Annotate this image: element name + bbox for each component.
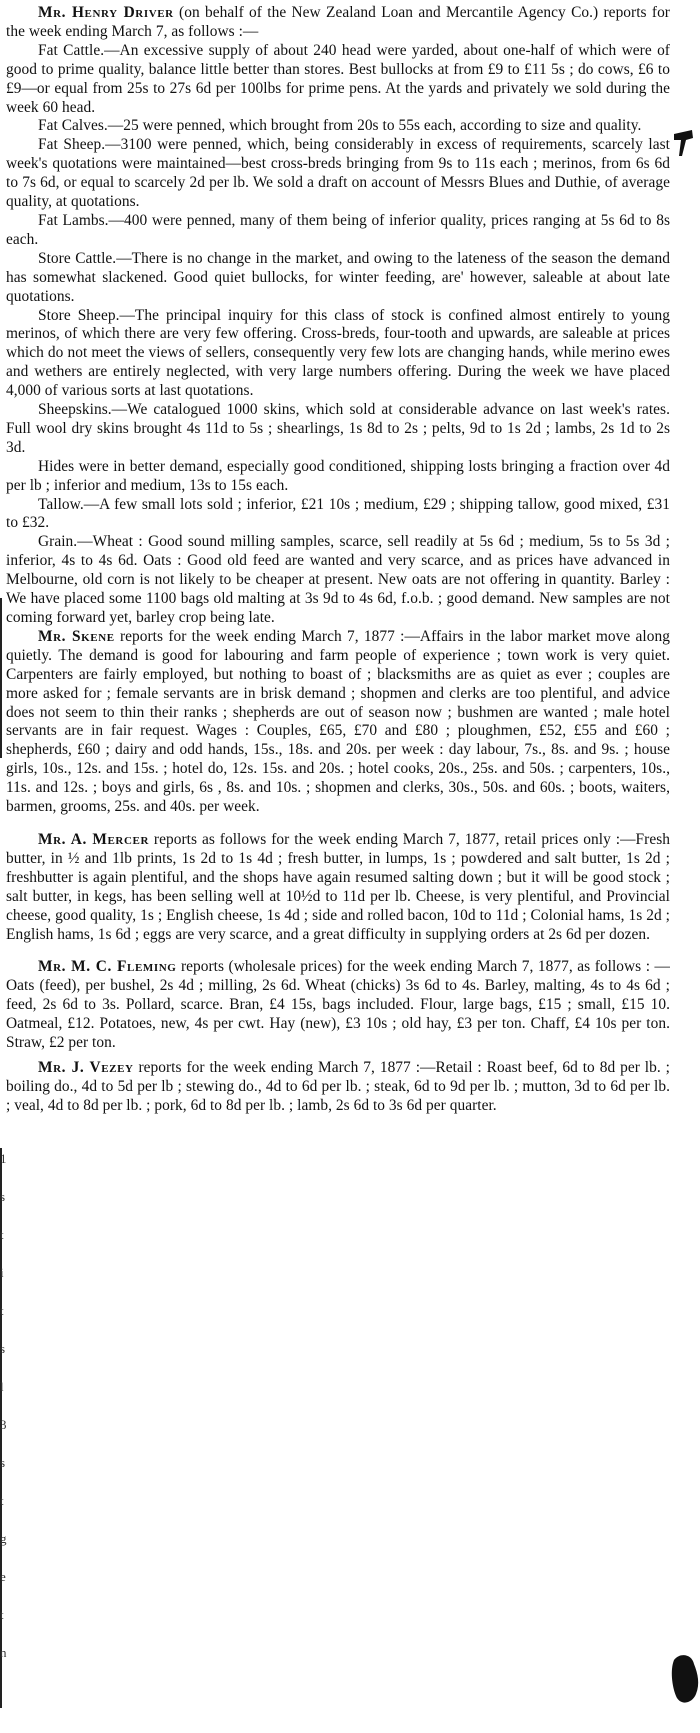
mercer-report-text: reports as follows for the week ending March 7, 1877, retail prices only :—Fresh butter, in ½ and 1lb prints, 1s 2d to 1s 4d ; fresh butter, in lumps, 1s ; powdered and salt butter, 1s 2d ; freshbutter is again plentiful, and the shops have again resumed salting down ; but it will be good stock ; salt butter, in kegs, has been selling well at 10½d to 11d per lb. Cheese, is very plentiful, and Provincial cheese, good quality, 1s ; English cheese, 1s 4d ; side and rolled bacon, 10d to 11d ; Colonial hams, 1s 2d ; English hams, 1s 6d ; eggs are very scarce, and a great difficulty in supplying orders at 2s 6d per dozen. — [6, 830, 671, 943]
margin-fragment: t — [0, 1493, 4, 1508]
margin-fragment: 1 — [0, 1151, 7, 1166]
hides-paragraph: Hides were in better demand, especially good conditioned, shipping losts bringing a fraction over 4d per lb ; inferior and medium, 13s to 15s each. — [6, 457, 670, 494]
mercer-report — [6, 831, 670, 944]
fleming-report — [6, 958, 670, 1053]
section-gap — [6, 817, 670, 831]
ink-blot-icon — [670, 1650, 700, 1710]
margin-fragment: i — [0, 1265, 4, 1280]
margin-fragment: t — [0, 1227, 4, 1242]
fleming-name: Mr. M. C. Fleming — [38, 958, 177, 976]
margin-fragment: 3 — [0, 1417, 7, 1432]
mercer-name: Mr. A. Mercer — [38, 830, 150, 848]
margin-fragment: s — [0, 1455, 6, 1470]
margin-fragment: n — [0, 1645, 7, 1660]
vezey-report-text: reports for the week ending March 7, 1877 :—Retail : Roast beef, 6d to 8d per lb. ; boiling do., 4d to 5d per lb ; stewing do., 4d to 6d per lb. ; steak, 6d to 9d per lb. ; mutton, 3d to 6d per lb. ; veal, 4d to 8d per lb. ; pork, 6d to 8d per lb. ; lamb, 2s 6d to 3s 6d per quarter. — [6, 1058, 670, 1114]
margin-fragment: s — [0, 1341, 6, 1356]
market-reports-column — [6, 4, 670, 1116]
margin-fragment: t — [0, 1607, 4, 1622]
column-rule — [0, 598, 2, 758]
margin-fragment: e — [0, 1569, 6, 1584]
skene-report-text: reports for the week ending March 7, 1877 :—Affairs in the labor market move along quietly. The demand is good for labouring and farm people of experience ; town work is very quiet. Carpenters are fairly employed, but nothing to boast of ; blacksmiths are as quiet as ever ; couples are more asked for ; female servants are in brisk demand ; shopmen and clerks are too plentiful, and advice does not seem to thin their ranks ; shepherds are out of season now ; bushmen are wanted ; male hotel servants are in fair request. Wages : Couples, £65, £70 and £80 ; ploughmen, £52, £55 and £60 ; shepherds, £60 ; dairy and odd hands, 15s., 18s. and 20s. per week : day labour, 7s., 8s. and 9s. ; house girls, 10s., 12s. and 15s. ; hotel do, 12s. 15s. and 20s. ; hotel cooks, 20s., 25s. and 50s. ; carpenters, 10s., 11s. and 12s. ; boys and girls, 6s , 8s. and 10s. ; shopmen and clerks, 30s., 50s. and 60s. ; boots, waiters, barmen, grooms, 25s. and 40s. per week. — [6, 627, 670, 816]
driver-report-intro — [6, 4, 670, 42]
margin-fragment: l — [0, 1379, 4, 1394]
vezey-report — [6, 1059, 670, 1116]
skene-name: Mr. Skene — [38, 627, 115, 645]
fat-cattle-paragraph: Fat Cattle.—An excessive supply of about 240 head were yarded, about one-half of which were of good to prime quality, balance little better than stores. Best bullocks at from £9 to £11 5s ; do cows, £6 to £9—or equal from 25s to 27s 6d per 100lbs for prime pens. At the yards and privately we sold during the week 60 head. — [6, 41, 670, 116]
margin-fragment: g — [0, 1531, 7, 1546]
section-gap — [6, 944, 670, 958]
fleming-report-text: reports (wholesale prices) for the week ending March 7, 1877, as follows : — Oats (feed), per bushel, 2s 4d ; milling, 2s 6d. Wheat (chicks) 3s 6d to 4s. Barley, malting, 4s to 4s 6d ; feed, 2s 6d to 3s. Pollard, scarce. Bran, £4 15s, bags included. Flour, large bags, £15 ; small, £15 10. Oatmeal, £12. Potatoes, new, 4s per cwt. Hay (new), £3 10s ; old hay, £3 per ton. Chaff, £4 10s per ton. Straw, £2 per ton. — [6, 958, 670, 1052]
margin-fragment: s — [0, 1189, 6, 1204]
fat-calves-paragraph: Fat Calves.—25 were penned, which brought from 20s to 55s each, according to size and quality. — [38, 117, 642, 135]
driver-name: Mr. Henry Driver — [38, 4, 174, 21]
store-sheep-paragraph: Store Sheep.—The principal inquiry for this class of stock is confined almost entirely to young merinos, of which there are very few offering. Cross-breds, four-tooth and upwards, are saleable at prices which do not meet the views of sellers, consequently very few lots are changing hands, while merino ewes and wethers are entirely neglected, with very large numbers offering. During the week we have placed 4,000 of various sorts at last quotations. — [6, 306, 670, 400]
driver-intro-text: (on behalf of the New Zealand Loan and Mercantile Agency Co.) reports for the week ending March 7, as follows :— — [6, 4, 670, 40]
sheepskins-paragraph: Sheepskins.—We catalogued 1000 skins, which sold at considerable advance on last week's rates. Full wool dry skins brought 4s 11d to 5s ; shearlings, 1s 8d to 2s ; pelts, 9d to 1s 2d ; lambs, 2s 1d to 2s 3d. — [6, 401, 670, 456]
store-cattle-paragraph: Store Cattle.—There is no change in the market, and owing to the lateness of the season the demand has somewhat slackened. Good quiet bullocks, for winter feeding, are' however, saleable at about late quotations. — [6, 249, 670, 305]
margin-fragment: t — [0, 1303, 4, 1318]
pointer-mark-icon — [672, 128, 694, 158]
tallow-paragraph: Tallow.—A few small lots sold ; inferior, £21 10s ; medium, £29 ; shipping tallow, good mixed, £31 to £32. — [6, 495, 670, 532]
grain-paragraph: Grain.—Wheat : Good sound milling samples, scarce, sell readily at 5s 6d ; medium, 5s to 5s 3d ; inferior, 4s to 4s 6d. Oats : Good old feed are wanted and very scarce, and as prices have advanced in Melbourne, old corn is not likely to be cheaper at present. New oats are not offering in quantity. Barley : We have placed some 1100 bags old malting at 3s 9d to 4s 6d, f.o.b. ; good demand. New samples are not coming forward yet, barley crop being late. — [6, 533, 670, 626]
fat-sheep-paragraph: Fat Sheep.—3100 were penned, which, being considerably in excess of requirements, scarcely last week's quotations were maintained—best cross-breds bringing from 9s to 11s each ; merinos, from 6s 6d to 7s 6d, or equal to scarcely 2d per lb. We sold a draft on account of Messrs Blues and Duthie, of average quality, at quotations. — [6, 136, 670, 211]
fat-lambs-paragraph: Fat Lambs.—400 were penned, many of them being of inferior quality, prices ranging at 5s 6d to 8s each. — [6, 211, 670, 248]
vezey-name: Mr. J. Vezey — [38, 1058, 134, 1076]
skene-report — [6, 628, 670, 817]
